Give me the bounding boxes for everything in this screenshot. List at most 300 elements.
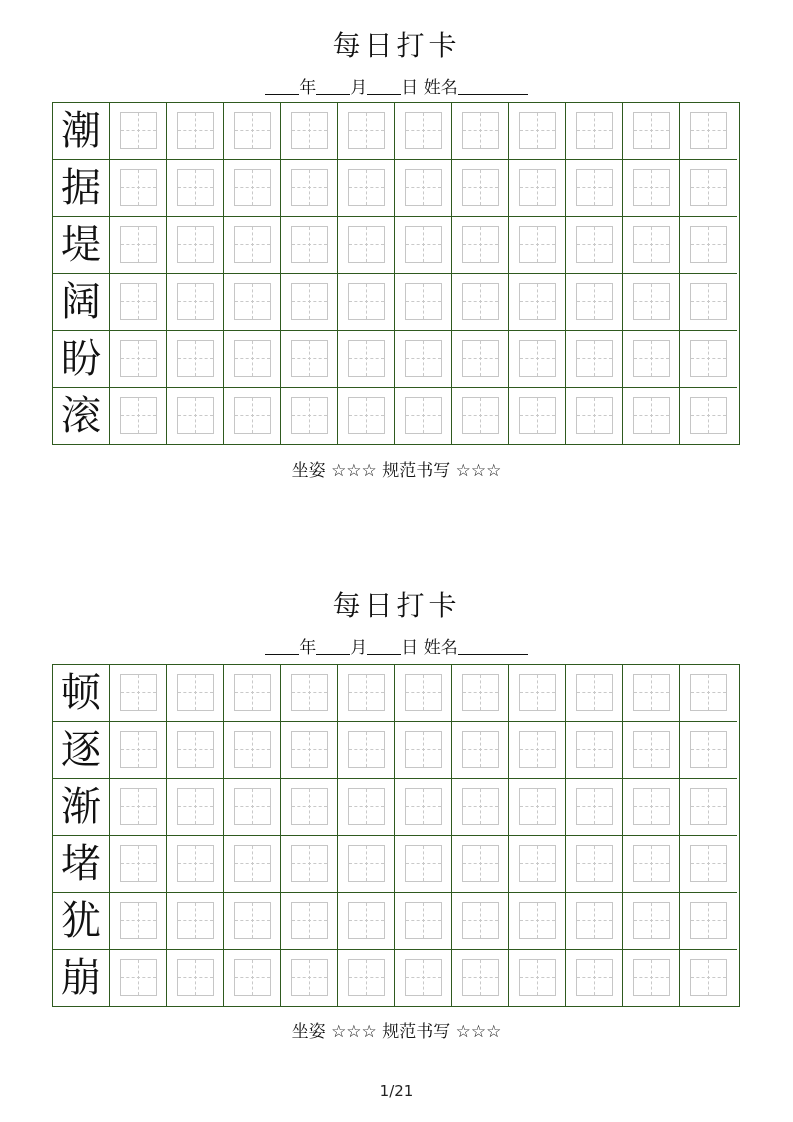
model-character: 盼 xyxy=(61,336,101,382)
rating-line xyxy=(0,1017,793,1042)
practice-cell[interactable] xyxy=(224,160,281,217)
practice-cell[interactable] xyxy=(680,779,737,836)
practice-cell[interactable] xyxy=(395,950,452,1007)
practice-cell[interactable] xyxy=(338,217,395,274)
tian-zi-guide xyxy=(519,902,556,939)
practice-cell[interactable] xyxy=(110,836,167,893)
practice-cell[interactable] xyxy=(281,722,338,779)
page-indicator: 1/21 xyxy=(379,1082,414,1100)
month-label: 月 xyxy=(350,78,368,98)
tian-zi-guide xyxy=(234,226,271,263)
posture-stars[interactable]: ☆☆☆ xyxy=(331,461,377,481)
tian-zi-guide xyxy=(633,397,670,434)
tian-zi-guide xyxy=(177,169,214,206)
practice-cell[interactable] xyxy=(680,836,737,893)
practice-cell[interactable] xyxy=(566,217,623,274)
practice-cell[interactable] xyxy=(623,779,680,836)
practice-cell[interactable] xyxy=(281,217,338,274)
practice-cell[interactable] xyxy=(224,103,281,160)
tian-zi-guide xyxy=(690,788,727,825)
practice-cell[interactable] xyxy=(680,274,737,331)
tian-zi-guide xyxy=(405,959,442,996)
tian-zi-guide xyxy=(177,902,214,939)
tian-zi-guide xyxy=(291,226,328,263)
practice-cell[interactable] xyxy=(566,331,623,388)
practice-cell[interactable] xyxy=(509,893,566,950)
tian-zi-guide xyxy=(405,788,442,825)
tian-zi-guide xyxy=(462,731,499,768)
writing-grid xyxy=(52,664,740,1007)
year-blank[interactable] xyxy=(265,638,299,655)
practice-cell[interactable] xyxy=(452,950,509,1007)
tian-zi-guide xyxy=(120,340,157,377)
practice-cell[interactable] xyxy=(395,217,452,274)
practice-cell[interactable] xyxy=(452,722,509,779)
practice-cell[interactable] xyxy=(509,779,566,836)
practice-cell[interactable] xyxy=(167,836,224,893)
tian-zi-guide xyxy=(291,397,328,434)
practice-cell[interactable] xyxy=(224,217,281,274)
practice-cell[interactable] xyxy=(167,274,224,331)
practice-cell[interactable] xyxy=(566,274,623,331)
day-blank[interactable] xyxy=(367,78,401,95)
practice-cell[interactable] xyxy=(110,331,167,388)
practice-cell[interactable] xyxy=(167,779,224,836)
grid-row xyxy=(53,665,741,722)
practice-cell[interactable] xyxy=(167,103,224,160)
practice-cell[interactable] xyxy=(224,274,281,331)
tian-zi-guide xyxy=(576,112,613,149)
practice-cell[interactable] xyxy=(395,103,452,160)
practice-cell[interactable] xyxy=(338,331,395,388)
practice-cell[interactable] xyxy=(680,103,737,160)
grid-row xyxy=(53,836,741,893)
practice-cell[interactable] xyxy=(338,274,395,331)
tian-zi-guide xyxy=(120,112,157,149)
practice-cell[interactable] xyxy=(566,665,623,722)
practice-cell[interactable] xyxy=(566,836,623,893)
tian-zi-guide xyxy=(519,226,556,263)
practice-cell[interactable] xyxy=(680,217,737,274)
model-character-cell xyxy=(53,388,110,445)
grid-row xyxy=(53,331,741,388)
practice-cell[interactable] xyxy=(167,893,224,950)
name-blank[interactable] xyxy=(458,638,528,655)
tian-zi-guide xyxy=(234,340,271,377)
tian-zi-guide xyxy=(690,112,727,149)
practice-cell[interactable] xyxy=(509,217,566,274)
model-character-cell xyxy=(53,893,110,950)
tian-zi-guide xyxy=(690,169,727,206)
practice-cell[interactable] xyxy=(680,950,737,1007)
tian-zi-guide xyxy=(576,845,613,882)
practice-cell[interactable] xyxy=(509,836,566,893)
tian-zi-guide xyxy=(291,340,328,377)
name-label: 姓名 xyxy=(423,78,458,98)
practice-cell[interactable] xyxy=(281,950,338,1007)
practice-cell[interactable] xyxy=(566,950,623,1007)
tian-zi-guide xyxy=(576,902,613,939)
practice-cell[interactable] xyxy=(395,331,452,388)
model-character-cell xyxy=(53,274,110,331)
practice-cell[interactable] xyxy=(509,388,566,445)
tian-zi-guide xyxy=(576,674,613,711)
practice-cell[interactable] xyxy=(281,160,338,217)
practice-cell[interactable] xyxy=(110,274,167,331)
practice-cell[interactable] xyxy=(509,331,566,388)
practice-cell[interactable] xyxy=(338,893,395,950)
model-character-cell xyxy=(53,217,110,274)
practice-cell[interactable] xyxy=(281,779,338,836)
tian-zi-guide xyxy=(234,788,271,825)
month-blank[interactable] xyxy=(316,638,350,655)
practice-cell[interactable] xyxy=(395,274,452,331)
tian-zi-guide xyxy=(519,674,556,711)
tian-zi-guide xyxy=(291,283,328,320)
tian-zi-guide xyxy=(405,397,442,434)
practice-cell[interactable] xyxy=(395,836,452,893)
practice-cell[interactable] xyxy=(623,950,680,1007)
practice-cell[interactable] xyxy=(338,103,395,160)
practice-cell[interactable] xyxy=(452,274,509,331)
practice-cell[interactable] xyxy=(167,722,224,779)
practice-cell[interactable] xyxy=(110,893,167,950)
practice-cell[interactable] xyxy=(167,388,224,445)
practice-cell[interactable] xyxy=(680,722,737,779)
writing-stars[interactable]: ☆☆☆ xyxy=(455,1022,502,1042)
practice-cell[interactable] xyxy=(224,836,281,893)
tian-zi-guide xyxy=(291,731,328,768)
practice-cell[interactable] xyxy=(338,665,395,722)
practice-cell[interactable] xyxy=(623,388,680,445)
practice-cell[interactable] xyxy=(452,665,509,722)
practice-cell[interactable] xyxy=(224,893,281,950)
practice-cell[interactable] xyxy=(395,722,452,779)
tian-zi-guide xyxy=(348,397,385,434)
practice-cell[interactable] xyxy=(566,388,623,445)
model-character-cell xyxy=(53,160,110,217)
tian-zi-guide xyxy=(519,959,556,996)
grid-row xyxy=(53,274,741,331)
tian-zi-guide xyxy=(462,674,499,711)
model-character-cell xyxy=(53,836,110,893)
tian-zi-guide xyxy=(576,788,613,825)
tian-zi-guide xyxy=(576,283,613,320)
name-label: 姓名 xyxy=(423,638,458,658)
header-info-line xyxy=(0,73,793,98)
practice-cell[interactable] xyxy=(623,836,680,893)
tian-zi-guide xyxy=(519,788,556,825)
practice-cell[interactable] xyxy=(509,665,566,722)
year-blank[interactable] xyxy=(265,78,299,95)
tian-zi-guide xyxy=(177,845,214,882)
tian-zi-guide xyxy=(690,674,727,711)
model-character: 潮 xyxy=(61,108,101,154)
tian-zi-guide xyxy=(405,169,442,206)
practice-cell[interactable] xyxy=(338,950,395,1007)
practice-cell[interactable] xyxy=(452,836,509,893)
practice-cell[interactable] xyxy=(566,722,623,779)
tian-zi-guide xyxy=(462,902,499,939)
practice-cell[interactable] xyxy=(452,893,509,950)
grid-row xyxy=(53,950,741,1007)
model-character: 渐 xyxy=(61,784,101,830)
tian-zi-guide xyxy=(462,226,499,263)
tian-zi-guide xyxy=(462,397,499,434)
tian-zi-guide xyxy=(177,340,214,377)
practice-cell[interactable] xyxy=(224,665,281,722)
practice-cell[interactable] xyxy=(110,103,167,160)
tian-zi-guide xyxy=(234,959,271,996)
practice-cell[interactable] xyxy=(224,950,281,1007)
practice-cell[interactable] xyxy=(680,160,737,217)
practice-cell[interactable] xyxy=(623,160,680,217)
tian-zi-guide xyxy=(348,788,385,825)
tian-zi-guide xyxy=(177,283,214,320)
grid-row xyxy=(53,779,741,836)
tian-zi-guide xyxy=(291,902,328,939)
practice-cell[interactable] xyxy=(509,160,566,217)
tian-zi-guide xyxy=(348,902,385,939)
practice-cell[interactable] xyxy=(509,722,566,779)
practice-cell[interactable] xyxy=(680,665,737,722)
practice-cell[interactable] xyxy=(281,274,338,331)
model-character-cell xyxy=(53,779,110,836)
tian-zi-guide xyxy=(348,226,385,263)
grid-row xyxy=(53,217,741,274)
tian-zi-guide xyxy=(120,845,157,882)
writing-label: 规范书写 xyxy=(382,1022,451,1042)
month-label: 月 xyxy=(350,638,368,658)
practice-cell[interactable] xyxy=(623,665,680,722)
practice-cell[interactable] xyxy=(509,274,566,331)
practice-cell[interactable] xyxy=(623,274,680,331)
practice-cell[interactable] xyxy=(509,950,566,1007)
tian-zi-guide xyxy=(177,112,214,149)
practice-cell[interactable] xyxy=(338,836,395,893)
tian-zi-guide xyxy=(120,283,157,320)
tian-zi-guide xyxy=(291,845,328,882)
practice-cell[interactable] xyxy=(623,103,680,160)
model-character-cell xyxy=(53,103,110,160)
practice-cell[interactable] xyxy=(566,779,623,836)
model-character: 堵 xyxy=(61,841,101,887)
tian-zi-guide xyxy=(519,169,556,206)
tian-zi-guide xyxy=(576,959,613,996)
tian-zi-guide xyxy=(633,283,670,320)
tian-zi-guide xyxy=(633,340,670,377)
practice-cell[interactable] xyxy=(680,388,737,445)
tian-zi-guide xyxy=(462,845,499,882)
tian-zi-guide xyxy=(576,397,613,434)
practice-cell[interactable] xyxy=(680,893,737,950)
tian-zi-guide xyxy=(405,731,442,768)
practice-cell[interactable] xyxy=(167,160,224,217)
practice-cell[interactable] xyxy=(623,217,680,274)
tian-zi-guide xyxy=(234,731,271,768)
tian-zi-guide xyxy=(234,397,271,434)
practice-cell[interactable] xyxy=(338,779,395,836)
practice-cell[interactable] xyxy=(623,722,680,779)
practice-cell[interactable] xyxy=(509,103,566,160)
tian-zi-guide xyxy=(120,959,157,996)
tian-zi-guide xyxy=(405,902,442,939)
practice-cell[interactable] xyxy=(281,836,338,893)
tian-zi-guide xyxy=(633,788,670,825)
practice-cell[interactable] xyxy=(395,779,452,836)
practice-cell[interactable] xyxy=(110,388,167,445)
tian-zi-guide xyxy=(177,959,214,996)
model-character: 顿 xyxy=(61,670,101,716)
practice-cell[interactable] xyxy=(167,331,224,388)
day-blank[interactable] xyxy=(367,638,401,655)
practice-cell[interactable] xyxy=(110,722,167,779)
tian-zi-guide xyxy=(291,788,328,825)
practice-cell[interactable] xyxy=(281,331,338,388)
tian-zi-guide xyxy=(690,340,727,377)
tian-zi-guide xyxy=(234,674,271,711)
practice-cell[interactable] xyxy=(623,893,680,950)
rating-line xyxy=(0,456,793,481)
tian-zi-guide xyxy=(348,283,385,320)
practice-cell[interactable] xyxy=(566,103,623,160)
practice-cell[interactable] xyxy=(110,779,167,836)
model-character-cell xyxy=(53,722,110,779)
practice-cell[interactable] xyxy=(623,331,680,388)
grid-row xyxy=(53,160,741,217)
tian-zi-guide xyxy=(519,340,556,377)
tian-zi-guide xyxy=(462,788,499,825)
tian-zi-guide xyxy=(348,959,385,996)
day-label: 日 xyxy=(401,638,419,658)
tian-zi-guide xyxy=(519,112,556,149)
practice-cell[interactable] xyxy=(224,331,281,388)
model-character: 阔 xyxy=(61,279,101,325)
practice-cell[interactable] xyxy=(167,950,224,1007)
tian-zi-guide xyxy=(405,112,442,149)
practice-cell[interactable] xyxy=(224,779,281,836)
practice-cell[interactable] xyxy=(566,160,623,217)
writing-stars[interactable]: ☆☆☆ xyxy=(455,461,502,481)
tian-zi-guide xyxy=(633,226,670,263)
practice-cell[interactable] xyxy=(395,160,452,217)
grid-row xyxy=(53,388,741,445)
model-character: 崩 xyxy=(61,955,101,1001)
practice-cell[interactable] xyxy=(338,722,395,779)
tian-zi-guide xyxy=(177,731,214,768)
tian-zi-guide xyxy=(291,112,328,149)
practice-cell[interactable] xyxy=(338,388,395,445)
practice-cell[interactable] xyxy=(110,217,167,274)
practice-cell[interactable] xyxy=(395,665,452,722)
practice-cell[interactable] xyxy=(110,950,167,1007)
practice-cell[interactable] xyxy=(338,160,395,217)
tian-zi-guide xyxy=(519,845,556,882)
practice-cell[interactable] xyxy=(452,217,509,274)
practice-cell[interactable] xyxy=(110,665,167,722)
writing-label: 规范书写 xyxy=(382,461,451,481)
month-blank[interactable] xyxy=(316,78,350,95)
tian-zi-guide xyxy=(291,674,328,711)
tian-zi-guide xyxy=(120,902,157,939)
practice-cell[interactable] xyxy=(167,665,224,722)
tian-zi-guide xyxy=(633,112,670,149)
tian-zi-guide xyxy=(120,731,157,768)
tian-zi-guide xyxy=(576,731,613,768)
posture-stars[interactable]: ☆☆☆ xyxy=(331,1022,377,1042)
practice-cell[interactable] xyxy=(281,893,338,950)
tian-zi-guide xyxy=(690,283,727,320)
tian-zi-guide xyxy=(633,959,670,996)
practice-cell[interactable] xyxy=(281,388,338,445)
tian-zi-guide xyxy=(234,112,271,149)
practice-cell[interactable] xyxy=(566,893,623,950)
practice-cell[interactable] xyxy=(452,779,509,836)
tian-zi-guide xyxy=(633,169,670,206)
tian-zi-guide xyxy=(519,397,556,434)
practice-cell[interactable] xyxy=(452,103,509,160)
tian-zi-guide xyxy=(462,959,499,996)
tian-zi-guide xyxy=(177,226,214,263)
tian-zi-guide xyxy=(405,283,442,320)
practice-cell[interactable] xyxy=(281,665,338,722)
posture-label: 坐姿 xyxy=(291,1022,326,1042)
practice-cell[interactable] xyxy=(452,160,509,217)
year-label: 年 xyxy=(299,78,317,98)
tian-zi-guide xyxy=(690,902,727,939)
tian-zi-guide xyxy=(291,959,328,996)
practice-cell[interactable] xyxy=(281,103,338,160)
tian-zi-guide xyxy=(690,731,727,768)
practice-cell[interactable] xyxy=(452,388,509,445)
tian-zi-guide xyxy=(120,788,157,825)
practice-cell[interactable] xyxy=(224,722,281,779)
practice-cell[interactable] xyxy=(224,388,281,445)
practice-cell[interactable] xyxy=(110,160,167,217)
sheet-title: 每日打卡 xyxy=(332,29,461,62)
tian-zi-guide xyxy=(576,340,613,377)
practice-cell[interactable] xyxy=(167,217,224,274)
tian-zi-guide xyxy=(348,169,385,206)
tian-zi-guide xyxy=(120,397,157,434)
tian-zi-guide xyxy=(690,397,727,434)
tian-zi-guide xyxy=(690,845,727,882)
tian-zi-guide xyxy=(462,283,499,320)
practice-cell[interactable] xyxy=(452,331,509,388)
practice-cell[interactable] xyxy=(395,893,452,950)
tian-zi-guide xyxy=(348,112,385,149)
tian-zi-guide xyxy=(234,169,271,206)
sheet-title: 每日打卡 xyxy=(332,589,461,622)
tian-zi-guide xyxy=(234,902,271,939)
practice-cell[interactable] xyxy=(395,388,452,445)
header-info-line xyxy=(0,633,793,658)
model-character-cell xyxy=(53,331,110,388)
tian-zi-guide xyxy=(291,169,328,206)
model-character: 逐 xyxy=(61,727,101,773)
tian-zi-guide xyxy=(633,902,670,939)
practice-cell[interactable] xyxy=(680,331,737,388)
name-blank[interactable] xyxy=(458,78,528,95)
tian-zi-guide xyxy=(177,397,214,434)
model-character-cell xyxy=(53,665,110,722)
tian-zi-guide xyxy=(405,226,442,263)
tian-zi-guide xyxy=(405,845,442,882)
tian-zi-guide xyxy=(234,845,271,882)
tian-zi-guide xyxy=(690,226,727,263)
tian-zi-guide xyxy=(177,674,214,711)
tian-zi-guide xyxy=(405,674,442,711)
